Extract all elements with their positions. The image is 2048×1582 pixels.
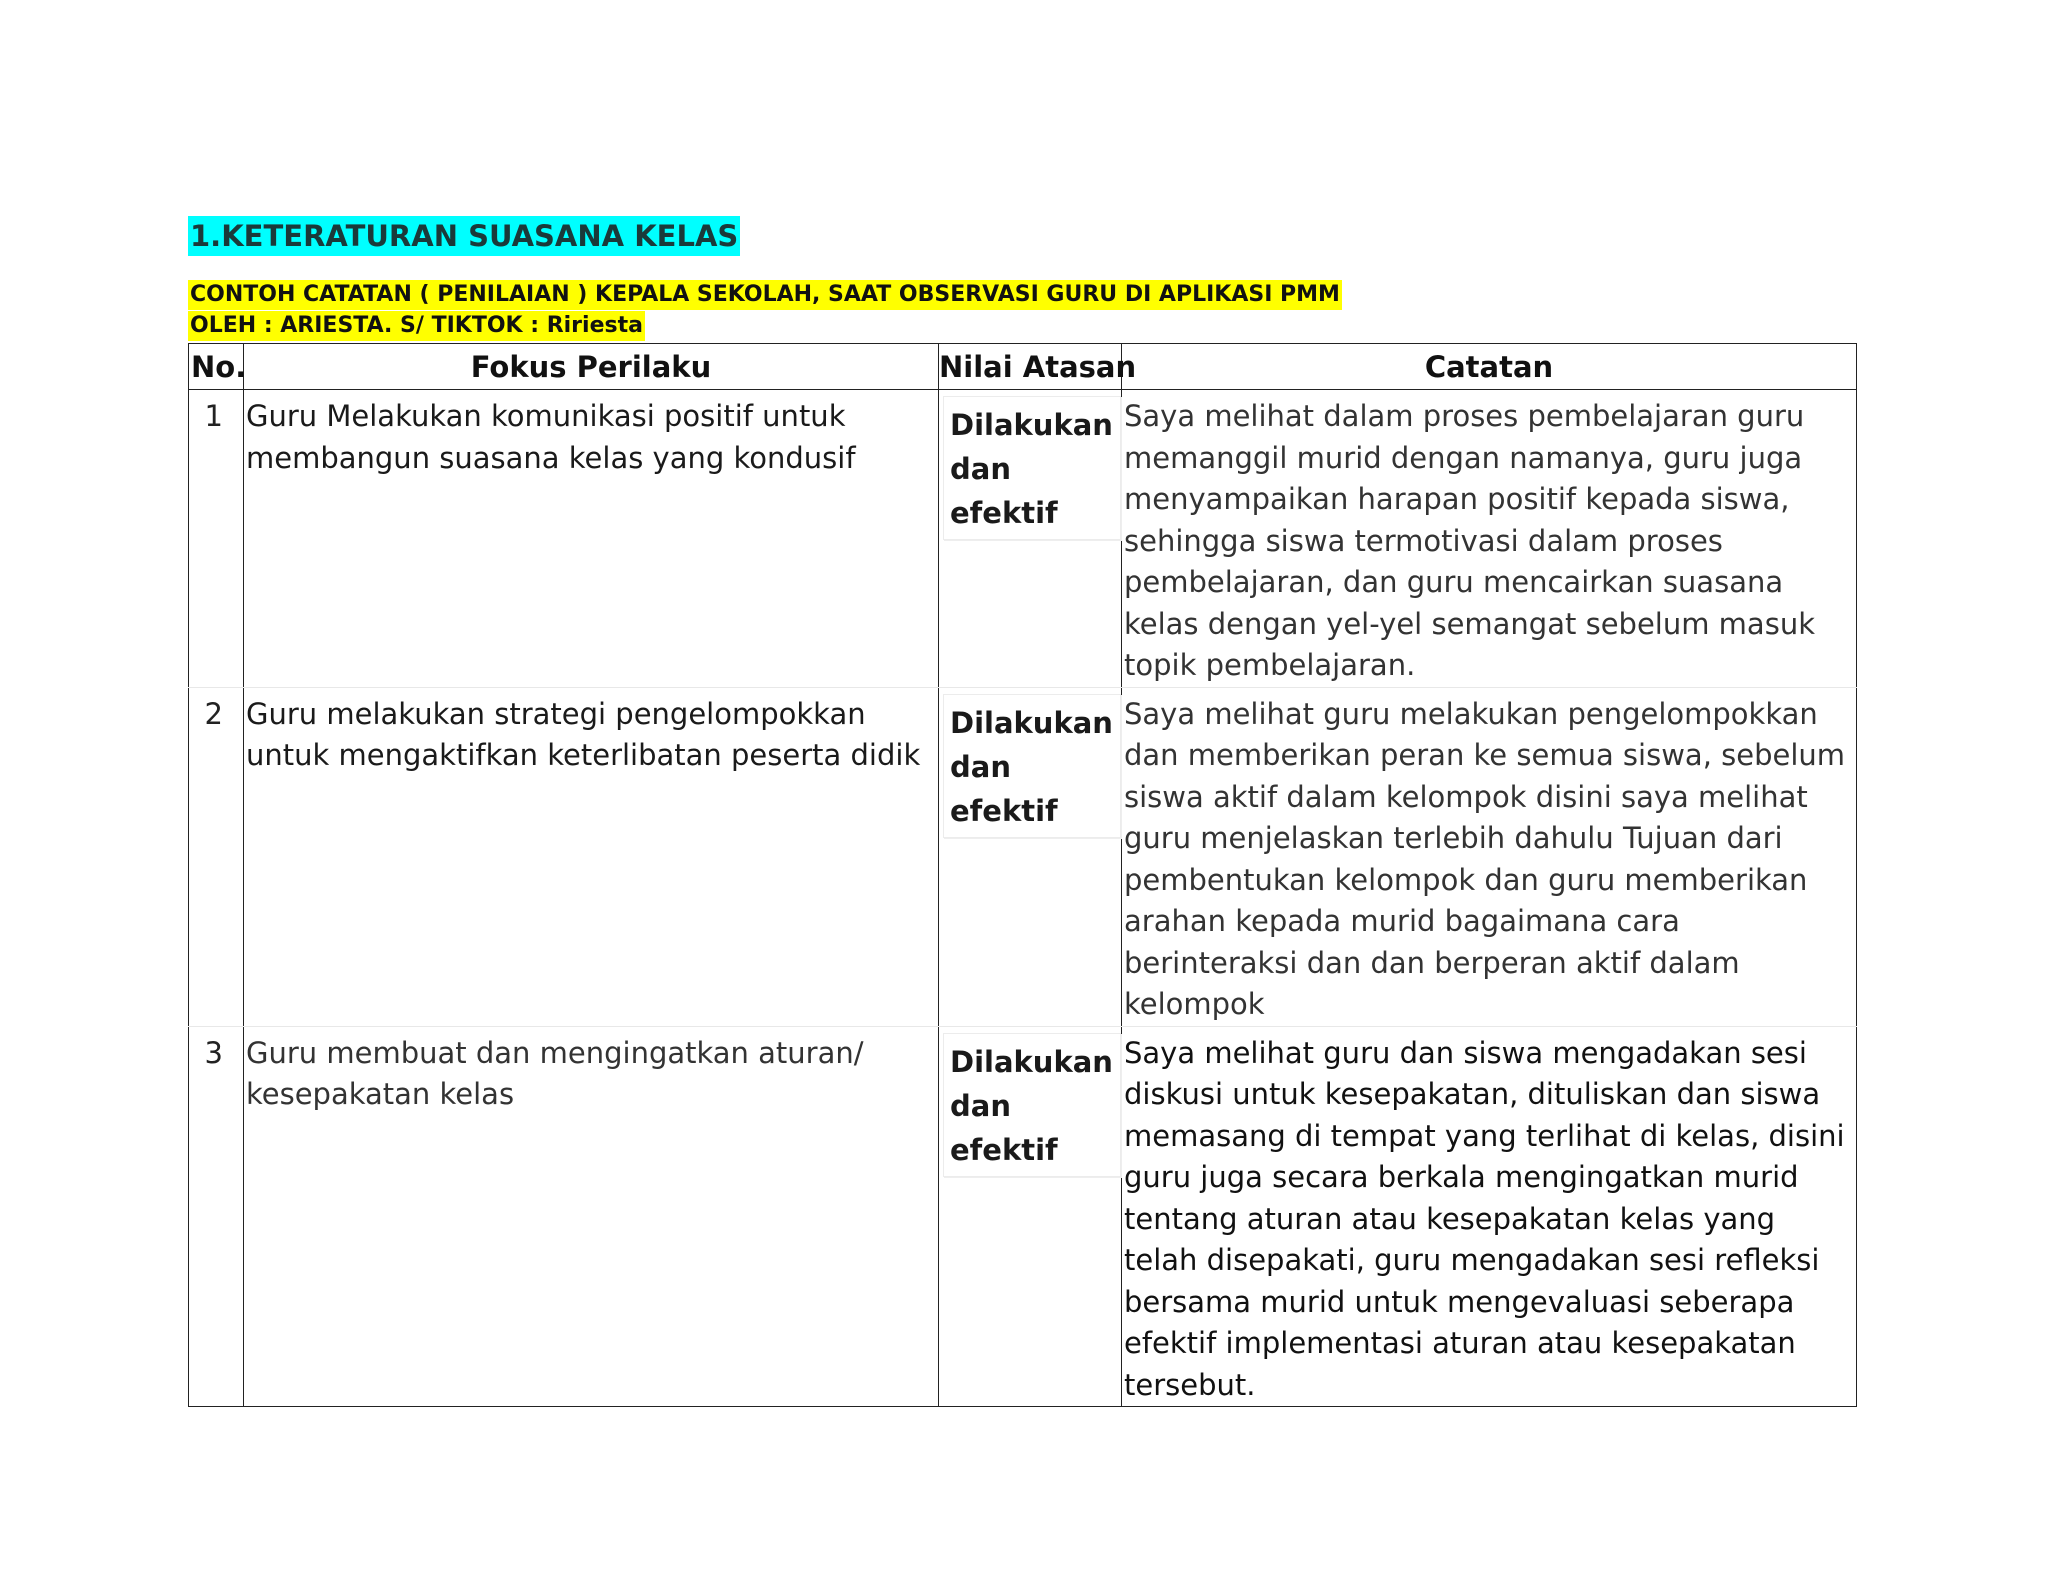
focus-behavior-cell: Guru Melakukan komunikasi positif untuk membangun suasana kelas yang kondusif: [244, 390, 939, 688]
notes-cell: Saya melihat guru melakukan pengelompokkan dan memberikan peran ke semua siswa, sebelum siswa aktif dalam kelompok disini saya melihat guru menjelaskan terlebih dahulu Tujuan dari pembentukan kelompok dan guru memberikan arahan kepada murid bagaimana cara berinteraksi dan dan berperan aktif dalam kelompok: [1122, 687, 1857, 1026]
notes-cell: Saya melihat guru dan siswa mengadakan sesi diskusi untuk kesepakatan, dituliskan dan siswa memasang di tempat yang terlihat di kelas, disini guru juga secara berkala mengingatkan murid tentang aturan atau kesepakatan kelas yang telah disepakati, guru mengadakan sesi refleksi bersama murid untuk mengevaluasi seberapa efektif implementasi aturan atau kesepakatan tersebut.: [1122, 1026, 1857, 1407]
table-row: [189, 390, 1857, 688]
rating-cell: [939, 687, 1122, 1026]
header-no: No.: [189, 344, 244, 390]
rating-value: Dilakukan dan efektif: [943, 1033, 1121, 1177]
observation-table: [188, 343, 1857, 1407]
focus-behavior-cell: Guru membuat dan mengingatkan aturan/ kesepakatan kelas: [244, 1026, 939, 1407]
subtitle-example-notes: CONTOH CATATAN ( PENILAIAN ) KEPALA SEKOLAH, SAAT OBSERVASI GURU DI APLIKASI PMM: [188, 280, 1342, 310]
section-heading: 1.KETERATURAN SUASANA KELAS: [188, 216, 740, 256]
subtitle-author: OLEH : ARIESTA. S/ TIKTOK : Ririesta: [188, 311, 645, 341]
header-catatan: Catatan: [1122, 344, 1857, 390]
table-row: [189, 687, 1857, 1026]
header-fokus-perilaku: Fokus Perilaku: [244, 344, 939, 390]
focus-behavior-cell: Guru melakukan strategi pengelompokkan untuk mengaktifkan keterlibatan peserta didik: [244, 687, 939, 1026]
row-number: 1: [189, 390, 244, 688]
table-header-row: [189, 344, 1857, 390]
notes-cell: Saya melihat dalam proses pembelajaran guru memanggil murid dengan namanya, guru juga menyampaikan harapan positif kepada siswa, sehingga siswa termotivasi dalam proses pembelajaran, dan guru mencairkan suasana kelas dengan yel-yel semangat sebelum masuk topik pembelajaran.: [1122, 390, 1857, 688]
table-row: [189, 1026, 1857, 1407]
rating-cell: [939, 390, 1122, 688]
rating-value: Dilakukan dan efektif: [943, 396, 1121, 540]
rating-value: Dilakukan dan efektif: [943, 694, 1121, 838]
row-number: 2: [189, 687, 244, 1026]
header-nilai-atasan: Nilai Atasan: [939, 344, 1122, 390]
rating-cell: [939, 1026, 1122, 1407]
row-number: 3: [189, 1026, 244, 1407]
